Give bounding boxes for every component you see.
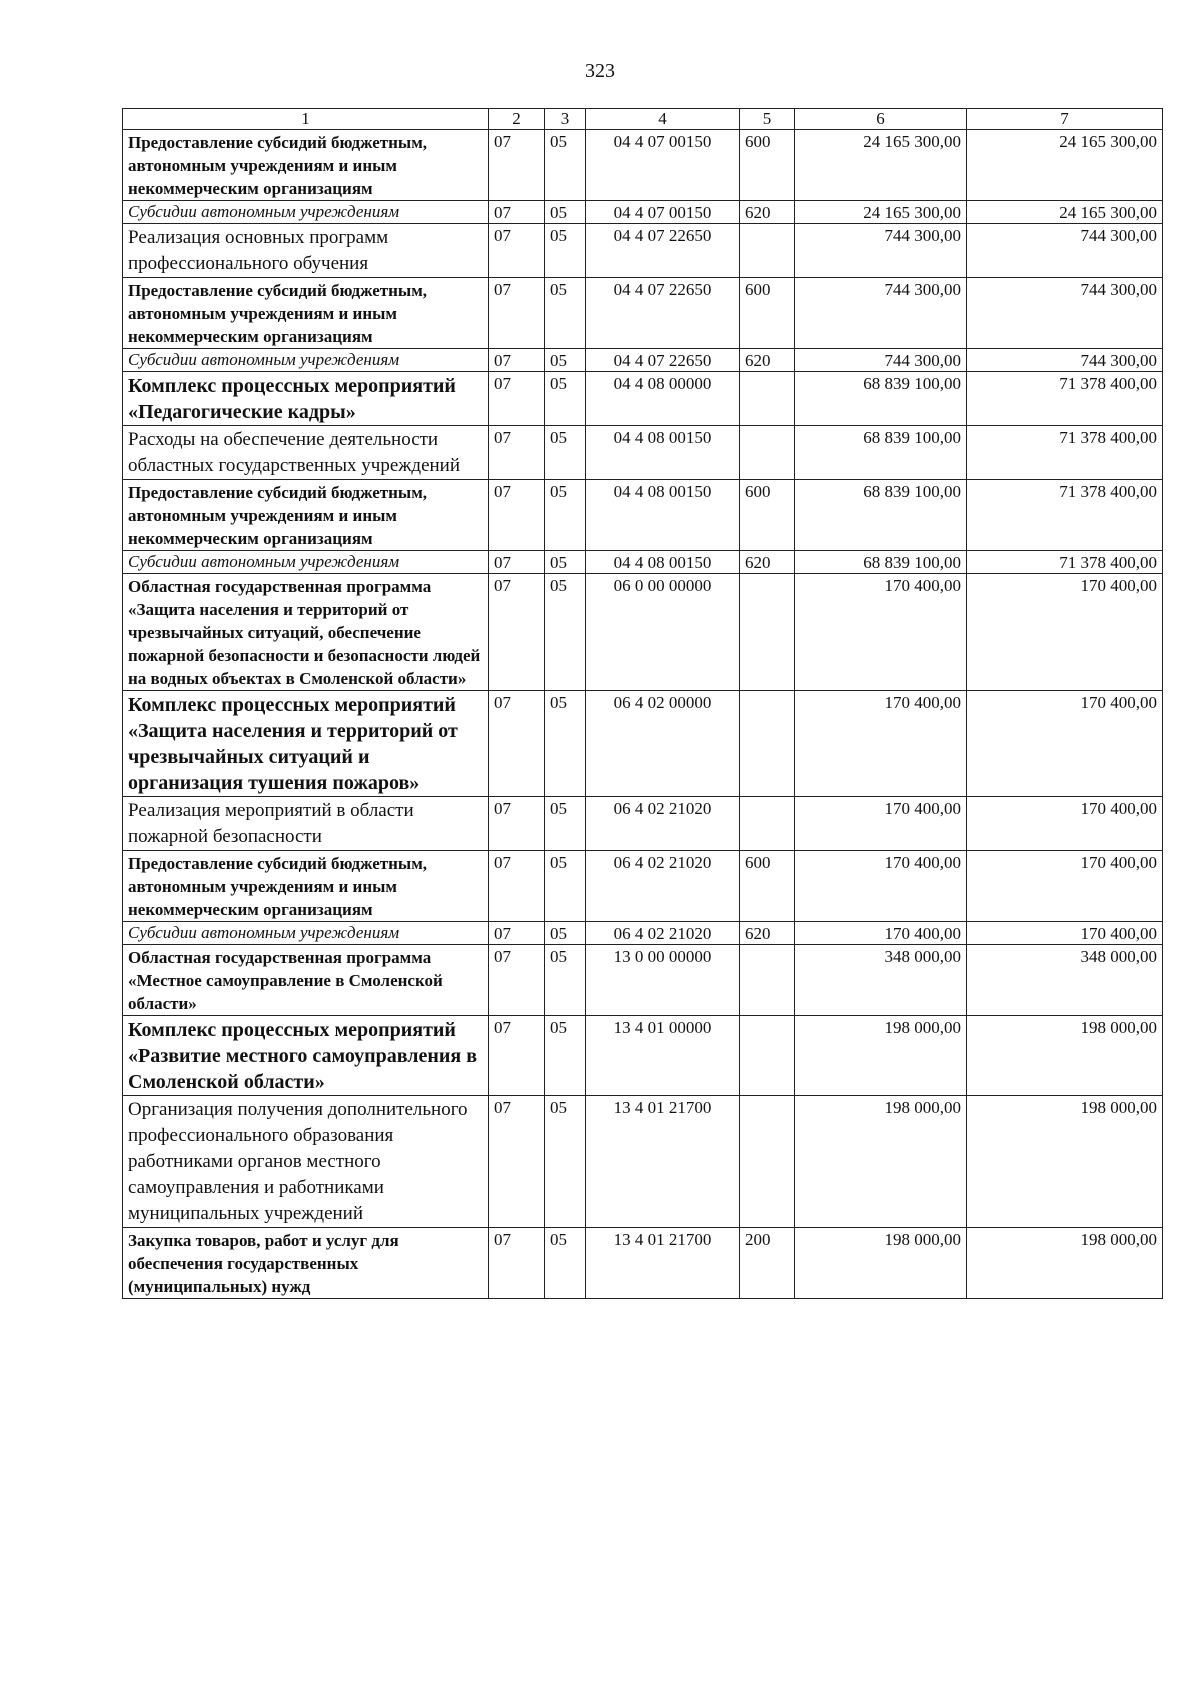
expense-type-code: 620 (740, 551, 795, 574)
header-cell: 5 (740, 109, 795, 130)
table-row (123, 372, 1163, 426)
section-code: 07 (489, 922, 545, 945)
item-name: Организация получения дополнительного профессионального образования работниками органов местного самоуправления и работниками муниципальных учреждений (123, 1096, 489, 1228)
item-name: Закупка товаров, работ и услуг для обеспечения государственных (муниципальных) нужд (123, 1228, 489, 1299)
target-article-code: 04 4 07 22650 (586, 278, 740, 349)
amount-year-2: 744 300,00 (967, 278, 1163, 349)
table-row (123, 851, 1163, 922)
item-name: Областная государственная программа «Местное самоуправление в Смоленской области» (123, 945, 489, 1016)
amount-year-1: 68 839 100,00 (795, 551, 967, 574)
amount-year-2: 71 378 400,00 (967, 480, 1163, 551)
amount-year-1: 744 300,00 (795, 349, 967, 372)
header-row (123, 109, 1163, 130)
amount-year-2: 198 000,00 (967, 1096, 1163, 1228)
item-name: Реализация мероприятий в области пожарной безопасности (123, 797, 489, 851)
section-code: 07 (489, 349, 545, 372)
section-code: 07 (489, 574, 545, 691)
section-code: 07 (489, 851, 545, 922)
target-article-code: 04 4 08 00150 (586, 480, 740, 551)
target-article-code: 04 4 07 22650 (586, 224, 740, 278)
amount-year-1: 170 400,00 (795, 691, 967, 797)
subsection-code: 05 (545, 574, 586, 691)
header-cell: 6 (795, 109, 967, 130)
amount-year-2: 24 165 300,00 (967, 201, 1163, 224)
expense-type-code (740, 797, 795, 851)
table-row (123, 1228, 1163, 1299)
target-article-code: 13 4 01 00000 (586, 1016, 740, 1096)
item-name: Предоставление субсидий бюджетным, автономным учреждениям и иным некоммерческим организациям (123, 278, 489, 349)
expense-type-code (740, 945, 795, 1016)
expense-type-code: 620 (740, 922, 795, 945)
target-article-code: 06 0 00 00000 (586, 574, 740, 691)
table-row (123, 1016, 1163, 1096)
table-row (123, 945, 1163, 1016)
amount-year-2: 170 400,00 (967, 691, 1163, 797)
amount-year-1: 198 000,00 (795, 1096, 967, 1228)
amount-year-2: 170 400,00 (967, 797, 1163, 851)
table-row (123, 922, 1163, 945)
amount-year-1: 68 839 100,00 (795, 480, 967, 551)
section-code: 07 (489, 480, 545, 551)
table-row (123, 201, 1163, 224)
target-article-code: 04 4 08 00150 (586, 551, 740, 574)
amount-year-1: 744 300,00 (795, 224, 967, 278)
section-code: 07 (489, 426, 545, 480)
amount-year-2: 198 000,00 (967, 1228, 1163, 1299)
amount-year-1: 170 400,00 (795, 574, 967, 691)
item-name: Предоставление субсидий бюджетным, автономным учреждениям и иным некоммерческим организациям (123, 480, 489, 551)
amount-year-2: 198 000,00 (967, 1016, 1163, 1096)
amount-year-2: 24 165 300,00 (967, 130, 1163, 201)
target-article-code: 04 4 08 00000 (586, 372, 740, 426)
subsection-code: 05 (545, 691, 586, 797)
subsection-code: 05 (545, 426, 586, 480)
header-cell: 1 (123, 109, 489, 130)
item-name: Комплекс процессных мероприятий «Защита населения и территорий от чрезвычайных ситуаций и организация тушения пожаров» (123, 691, 489, 797)
table-row (123, 797, 1163, 851)
header-cell: 3 (545, 109, 586, 130)
budget-table (122, 108, 1163, 1299)
amount-year-2: 170 400,00 (967, 574, 1163, 691)
page-number: 323 (585, 60, 615, 82)
target-article-code: 13 4 01 21700 (586, 1096, 740, 1228)
target-article-code: 06 4 02 21020 (586, 851, 740, 922)
subsection-code: 05 (545, 224, 586, 278)
expense-type-code: 600 (740, 278, 795, 349)
table-row (123, 278, 1163, 349)
amount-year-2: 71 378 400,00 (967, 426, 1163, 480)
subsection-code: 05 (545, 372, 586, 426)
expense-type-code: 620 (740, 349, 795, 372)
table-row (123, 574, 1163, 691)
amount-year-2: 71 378 400,00 (967, 551, 1163, 574)
header-cell: 4 (586, 109, 740, 130)
subsection-code: 05 (545, 1228, 586, 1299)
subsection-code: 05 (545, 551, 586, 574)
subsection-code: 05 (545, 480, 586, 551)
table-row (123, 691, 1163, 797)
amount-year-2: 348 000,00 (967, 945, 1163, 1016)
expense-type-code (740, 372, 795, 426)
table-row (123, 426, 1163, 480)
section-code: 07 (489, 201, 545, 224)
subsection-code: 05 (545, 797, 586, 851)
item-name: Комплекс процессных мероприятий «Педагогические кадры» (123, 372, 489, 426)
amount-year-1: 68 839 100,00 (795, 426, 967, 480)
section-code: 07 (489, 1096, 545, 1228)
target-article-code: 04 4 07 00150 (586, 130, 740, 201)
section-code: 07 (489, 224, 545, 278)
item-name: Предоставление субсидий бюджетным, автономным учреждениям и иным некоммерческим организациям (123, 851, 489, 922)
target-article-code: 06 4 02 21020 (586, 797, 740, 851)
item-name: Расходы на обеспечение деятельности областных государственных учреждений (123, 426, 489, 480)
table-row (123, 1096, 1163, 1228)
amount-year-2: 170 400,00 (967, 851, 1163, 922)
section-code: 07 (489, 797, 545, 851)
target-article-code: 04 4 07 22650 (586, 349, 740, 372)
target-article-code: 13 0 00 00000 (586, 945, 740, 1016)
section-code: 07 (489, 1228, 545, 1299)
table-row (123, 130, 1163, 201)
subsection-code: 05 (545, 1016, 586, 1096)
subsection-code: 05 (545, 201, 586, 224)
item-name: Комплекс процессных мероприятий «Развитие местного самоуправления в Смоленской области» (123, 1016, 489, 1096)
section-code: 07 (489, 691, 545, 797)
subsection-code: 05 (545, 1096, 586, 1228)
amount-year-2: 744 300,00 (967, 349, 1163, 372)
item-name: Субсидии автономным учреждениям (123, 551, 489, 574)
expense-type-code: 600 (740, 851, 795, 922)
amount-year-1: 744 300,00 (795, 278, 967, 349)
table-row (123, 551, 1163, 574)
amount-year-1: 68 839 100,00 (795, 372, 967, 426)
amount-year-1: 24 165 300,00 (795, 201, 967, 224)
subsection-code: 05 (545, 278, 586, 349)
amount-year-1: 24 165 300,00 (795, 130, 967, 201)
expense-type-code (740, 691, 795, 797)
item-name: Реализация основных программ профессионального обучения (123, 224, 489, 278)
amount-year-2: 71 378 400,00 (967, 372, 1163, 426)
target-article-code: 13 4 01 21700 (586, 1228, 740, 1299)
amount-year-1: 348 000,00 (795, 945, 967, 1016)
expense-type-code: 600 (740, 130, 795, 201)
amount-year-2: 170 400,00 (967, 922, 1163, 945)
section-code: 07 (489, 1016, 545, 1096)
table-row (123, 480, 1163, 551)
expense-type-code (740, 574, 795, 691)
target-article-code: 04 4 08 00150 (586, 426, 740, 480)
table-row (123, 349, 1163, 372)
amount-year-1: 198 000,00 (795, 1016, 967, 1096)
expense-type-code: 620 (740, 201, 795, 224)
expense-type-code (740, 426, 795, 480)
section-code: 07 (489, 372, 545, 426)
expense-type-code: 200 (740, 1228, 795, 1299)
section-code: 07 (489, 130, 545, 201)
subsection-code: 05 (545, 851, 586, 922)
item-name: Субсидии автономным учреждениям (123, 349, 489, 372)
amount-year-1: 170 400,00 (795, 797, 967, 851)
subsection-code: 05 (545, 130, 586, 201)
subsection-code: 05 (545, 349, 586, 372)
target-article-code: 04 4 07 00150 (586, 201, 740, 224)
amount-year-1: 170 400,00 (795, 922, 967, 945)
expense-type-code (740, 1016, 795, 1096)
item-name: Субсидии автономным учреждениям (123, 922, 489, 945)
amount-year-1: 170 400,00 (795, 851, 967, 922)
section-code: 07 (489, 278, 545, 349)
item-name: Субсидии автономным учреждениям (123, 201, 489, 224)
expense-type-code (740, 224, 795, 278)
expense-type-code (740, 1096, 795, 1228)
target-article-code: 06 4 02 21020 (586, 922, 740, 945)
subsection-code: 05 (545, 922, 586, 945)
section-code: 07 (489, 551, 545, 574)
amount-year-2: 744 300,00 (967, 224, 1163, 278)
expense-type-code: 600 (740, 480, 795, 551)
target-article-code: 06 4 02 00000 (586, 691, 740, 797)
header-cell: 2 (489, 109, 545, 130)
item-name: Предоставление субсидий бюджетным, автономным учреждениям и иным некоммерческим организациям (123, 130, 489, 201)
subsection-code: 05 (545, 945, 586, 1016)
header-cell: 7 (967, 109, 1163, 130)
item-name: Областная государственная программа «Защита населения и территорий от чрезвычайных ситуаций, обеспечение пожарной безопасности и безопасности людей на водных объектах в Смоленской области» (123, 574, 489, 691)
amount-year-1: 198 000,00 (795, 1228, 967, 1299)
table-row (123, 224, 1163, 278)
section-code: 07 (489, 945, 545, 1016)
